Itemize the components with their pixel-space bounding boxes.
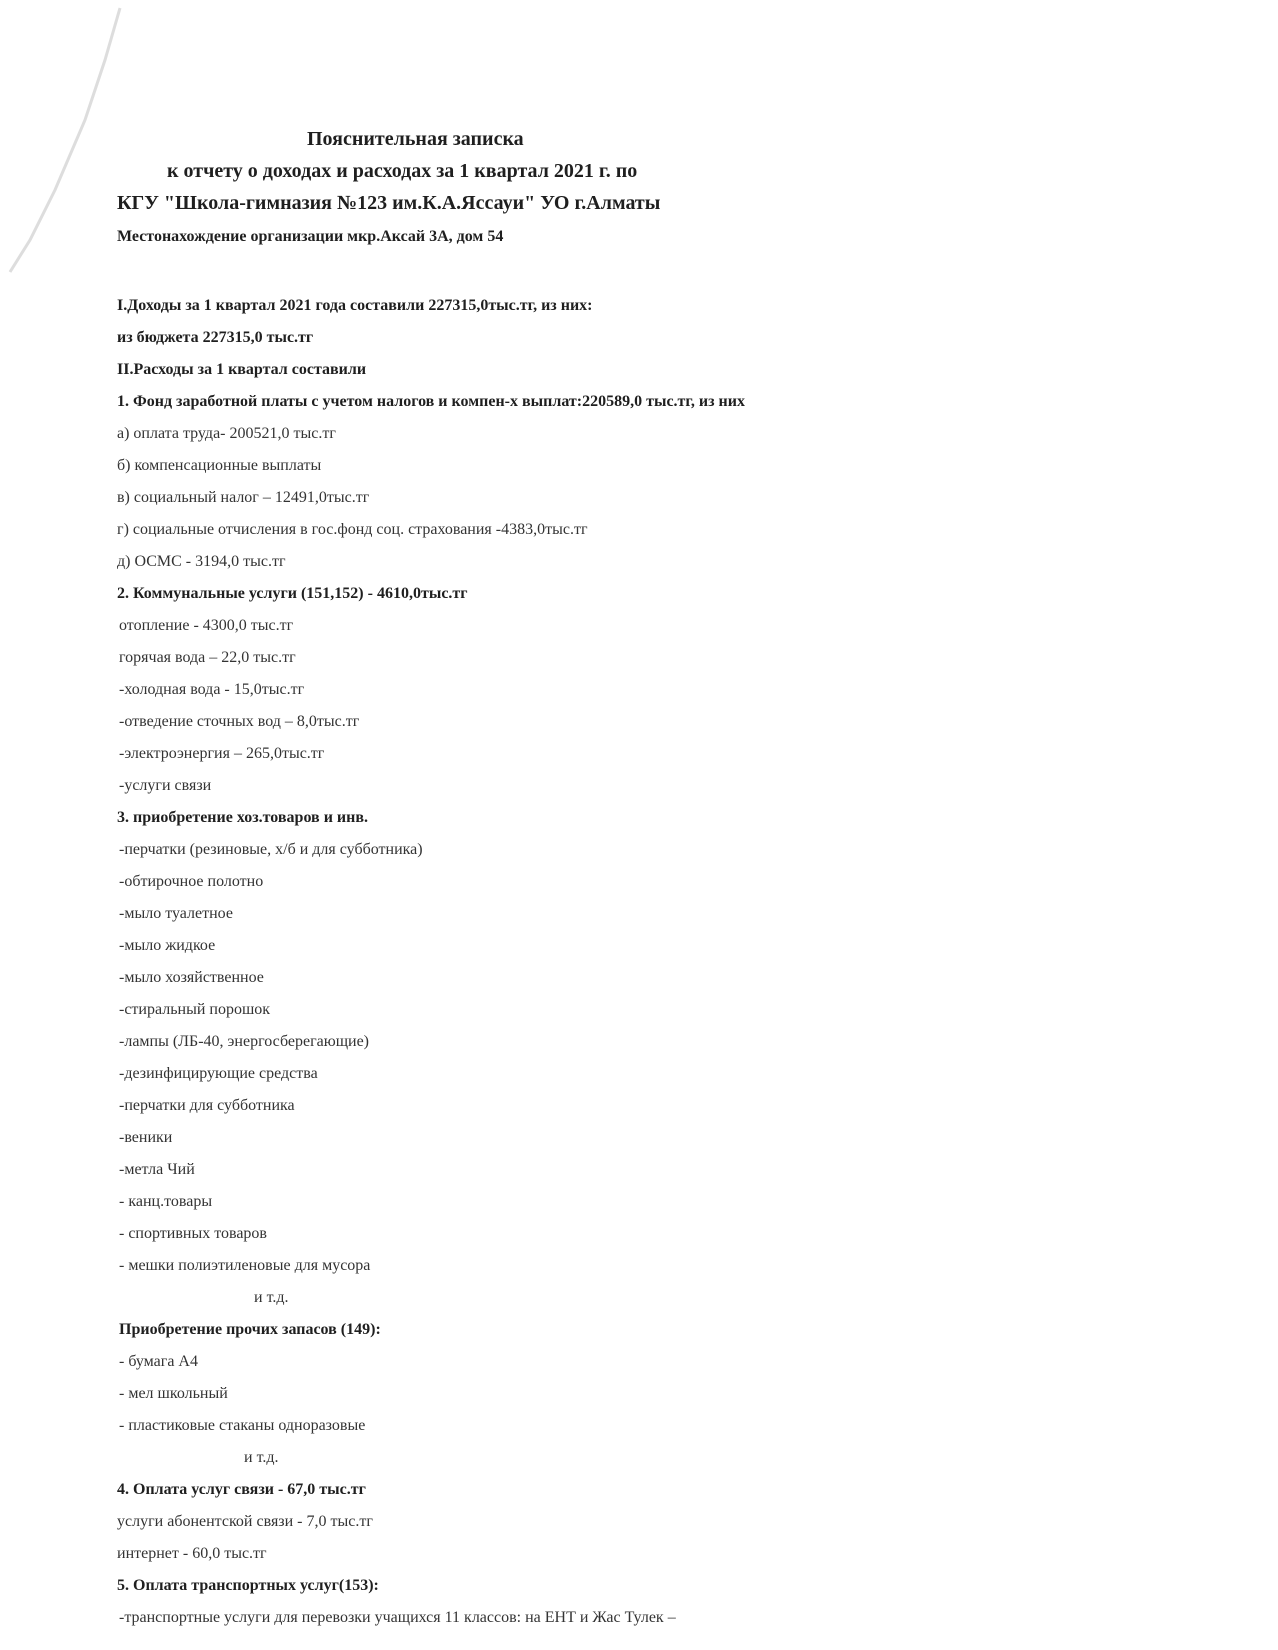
report-line: услуги абонентской связи - 7,0 тыс.тг [117, 1513, 373, 1530]
report-line: -транспортные услуги для перевозки учащихся 11 классов: на ЕНТ и Жас Тулек – [119, 1609, 676, 1626]
report-line: - бумага А4 [119, 1353, 198, 1370]
report-line: -электроэнергия – 265,0тыс.тг [119, 745, 325, 762]
section-heading: 2. Коммунальные услуги (151,152) - 4610,0тыс.тг [117, 585, 468, 602]
section-heading: Приобретение прочих запасов (149): [119, 1321, 381, 1338]
section-heading: 3. приобретение хоз.товаров и инв. [117, 809, 368, 826]
document-title: Пояснительная записка [307, 128, 524, 150]
report-line: -перчатки (резиновые, х/б и для субботника) [119, 841, 423, 858]
section-heading: из бюджета 227315,0 тыс.тг [117, 329, 314, 346]
report-line: - канц.товары [119, 1193, 213, 1210]
report-line: -холодная вода - 15,0тыс.тг [119, 681, 305, 698]
report-line: интернет - 60,0 тыс.тг [117, 1545, 267, 1562]
report-line: -мыло хозяйственное [119, 969, 264, 986]
report-line: -мыло жидкое [119, 937, 216, 954]
report-line: - мел школьный [119, 1385, 228, 1402]
report-line: и т.д. [254, 1289, 289, 1306]
report-line: - спортивных товаров [119, 1225, 267, 1242]
report-line: - пластиковые стаканы одноразовые [119, 1417, 366, 1434]
document-subtitle: к отчету о доходах и расходах за 1 квартал 2021 г. по [167, 160, 638, 182]
section-heading: II.Расходы за 1 квартал составили [117, 361, 367, 378]
report-line: отопление - 4300,0 тыс.тг [119, 617, 294, 634]
report-line: -дезинфицирующие средства [119, 1065, 318, 1082]
report-line: горячая вода – 22,0 тыс.тг [119, 649, 296, 666]
report-line: б) компенсационные выплаты [117, 457, 322, 474]
report-line: а) оплата труда- 200521,0 тыс.тг [117, 425, 336, 442]
report-line: в) социальный налог – 12491,0тыс.тг [117, 489, 370, 506]
report-line: -лампы (ЛБ-40, энергосберегающие) [119, 1033, 369, 1050]
section-heading: 5. Оплата транспортных услуг(153): [117, 1577, 379, 1594]
report-line: -метла Чий [119, 1161, 195, 1178]
section-heading: I.Доходы за 1 квартал 2021 года составили 227315,0тыс.тг, из них: [117, 297, 593, 314]
report-line: - мешки полиэтиленовые для мусора [119, 1257, 371, 1274]
section-heading: 4. Оплата услуг связи - 67,0 тыс.тг [117, 1481, 366, 1498]
report-line: -мыло туалетное [119, 905, 233, 922]
report-line: -отведение сточных вод – 8,0тыс.тг [119, 713, 360, 730]
report-line: -веники [119, 1129, 173, 1146]
report-line: -обтирочное полотно [119, 873, 264, 890]
report-line: -стиральный порошок [119, 1001, 271, 1018]
report-line: д) ОСМС - 3194,0 тыс.тг [117, 553, 286, 570]
organization-location: Местонахождение организации мкр.Аксай 3А, дом 54 [117, 228, 504, 245]
organization-name: КГУ "Школа-гимназия №123 им.К.А.Яссауи" УО г.Алматы [117, 192, 661, 214]
report-line: г) социальные отчисления в гос.фонд соц. страхования -4383,0тыс.тг [117, 521, 588, 538]
report-body [117, 290, 1217, 1634]
report-line: -услуги связи [119, 777, 212, 794]
report-line: и т.д. [244, 1449, 279, 1466]
report-line: -перчатки для субботника [119, 1097, 295, 1114]
section-heading: 1. Фонд заработной платы с учетом налогов и компен-х выплат:220589,0 тыс.тг, из них [117, 393, 745, 410]
